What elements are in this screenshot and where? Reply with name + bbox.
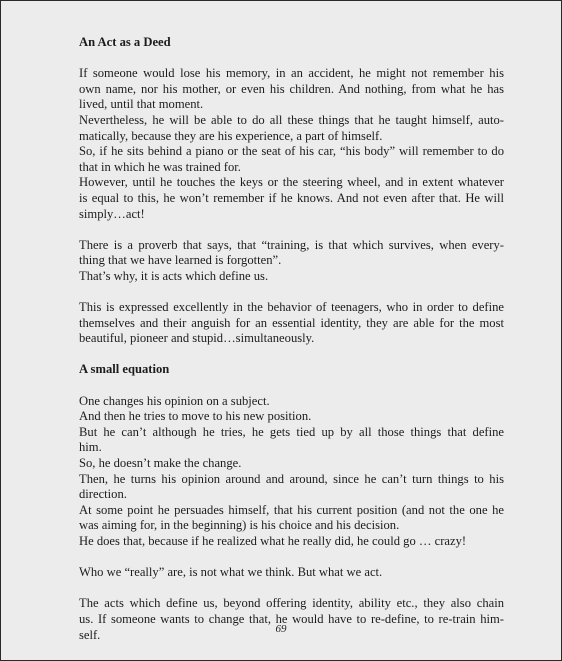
page-content [79,35,504,659]
text-line: is equal to this, he won’t remember if he knows. And not even after that. He will [79,190,504,205]
text-line: However, until he touches the keys or the steering wheel, and in extent whatever [79,175,504,190]
text-line: matically, because they are his experience, a part of himself. [79,128,383,143]
section-heading-act-as-deed: An Act as a Deed [79,35,171,49]
text-line: him. [79,440,102,455]
text-line: If someone would lose his memory, in an accident, he might not remember his [79,66,504,81]
text-line: direction. [79,487,127,502]
text-line: simply…act! [79,206,145,221]
paragraph [79,300,504,347]
paragraph [79,394,504,550]
text-line: The acts which define us, beyond offering identity, ability etc., they also chain [79,596,504,611]
text-line: So, if he sits behind a piano or the seat of his car, “his body” will remember to do [79,144,504,159]
paragraph [79,565,504,581]
text-line: But he can’t although he tries, he gets tied up by all those things that define [79,424,504,439]
text-line: was aiming for, in the beginning) is his choice and his decision. [79,518,400,533]
text-line: own name, nor his mother, or even his children. And nothing, from what he has [79,81,504,96]
paragraph [79,66,504,222]
text-line: themselves and their anguish for an essential identity, they are able for the most [79,315,504,330]
text-line: self. [79,627,101,642]
paragraph [79,596,504,643]
text-line: us. If someone wants to change that, he would have to re-define, to re-train him- [79,611,504,626]
text-line: He does that, because if he realized what he really did, he could go … crazy! [79,534,467,548]
section-heading-small-equation: A small equation [79,362,170,377]
text-line: This is expressed excellently in the behavior of teenagers, who in order to define [79,300,504,315]
text-line: And then he tries to move to his new position. [79,409,312,424]
text-line: Then, he turns his opinion around and around, since he can’t turn things to his [79,471,504,486]
text-line: So, he doesn’t make the change. [79,456,242,471]
text-line: that in which he was trained for. [79,159,241,174]
text-line: lived, until that moment. [79,97,204,112]
text-line: At some point he persuades himself, that his current position (and not the one he [79,502,504,517]
text-line: Who we “really” are, is not what we think. But what we act. [79,565,383,580]
text-line: Nevertheless, he will be able to do all these things that he taught himself, auto- [79,112,504,127]
text-line: One changes his opinion on a subject. [79,393,270,408]
text-line: thing that we have learned is forgotten”. [79,253,282,268]
text-line: beautiful, pioneer and stupid…simultaneously. [79,331,315,346]
paragraph [79,238,504,285]
text-line: That’s why, it is acts which define us. [79,268,269,283]
page-number: 69 [275,623,287,635]
text-line: There is a proverb that says, that “training, is that which survives, when every- [79,237,504,252]
